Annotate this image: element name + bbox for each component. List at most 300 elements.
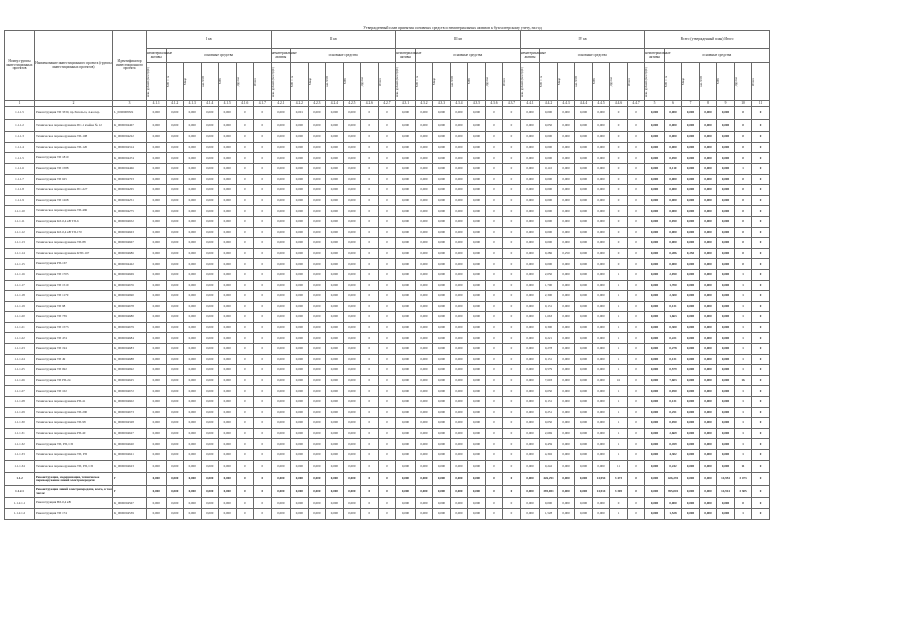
table-row (5, 227, 770, 238)
value-cell: 0,000 (450, 280, 468, 291)
value-cell: 0 (378, 259, 396, 270)
value-cell: 0 (378, 163, 396, 174)
value-cell: 0,000 (343, 418, 361, 429)
value-cell: 0 (254, 460, 272, 473)
project-id: K_0000004703 (113, 174, 147, 185)
value-cell: 0,110 (664, 163, 682, 174)
value-cell: 0,000 (557, 259, 575, 270)
value-cell: 0 (254, 238, 272, 249)
value-cell: 0,000 (699, 280, 717, 291)
value-cell: 0 (503, 248, 521, 259)
value-cell: 0 (752, 142, 770, 153)
table-row (5, 259, 770, 270)
value-cell: 0,000 (433, 397, 451, 408)
value-cell: 0,000 (271, 473, 291, 486)
value-cell: 0,000 (201, 238, 219, 249)
value-cell: 0 (378, 473, 396, 486)
value-cell: 0 (485, 375, 503, 386)
value-cell: 0,000 (699, 354, 717, 365)
value-cell: 0,242 (540, 460, 558, 473)
value-cell: 0,000 (645, 227, 665, 238)
value-cell: 0,000 (184, 269, 202, 280)
value-cell: 0,000 (682, 375, 700, 386)
value-cell: 0,000 (450, 291, 468, 302)
header-group-number: Номер группы инвестиционных проектов (5, 31, 35, 101)
value-cell: 0,000 (592, 418, 610, 429)
value-cell: 0 (485, 365, 503, 376)
value-cell: 0,000 (682, 174, 700, 185)
column-number: 4.3.7 (503, 101, 521, 107)
value-cell: 0 (752, 473, 770, 486)
value-cell: 0 (361, 119, 379, 132)
value-cell: 0 (752, 291, 770, 302)
value-cell: 0 (627, 142, 645, 153)
value-cell: 0,000 (271, 142, 291, 153)
value-cell: 0,000 (645, 301, 665, 312)
value-cell: 0,000 (450, 333, 468, 344)
value-cell: 0,000 (682, 301, 700, 312)
row-number: 1.1.1.17 (5, 280, 35, 291)
value-cell: 0,000 (557, 153, 575, 164)
row-number: 1.1.1.6 (5, 163, 35, 174)
value-cell: 0 (752, 428, 770, 439)
header-sub-0 (520, 63, 540, 101)
value-cell: 0,000 (717, 132, 735, 143)
value-cell: 0 (254, 163, 272, 174)
value-cell: 0,000 (271, 460, 291, 473)
value-cell: 0,000 (291, 119, 309, 132)
value-cell: 0,000 (450, 344, 468, 355)
value-cell: 1 (734, 397, 752, 408)
value-cell: 0,000 (433, 354, 451, 365)
value-cell: 0,000 (682, 185, 700, 196)
value-cell: 0 (485, 259, 503, 270)
project-id: K_0000004667 (113, 238, 147, 249)
value-cell: 1 (610, 439, 628, 450)
value-cell: 0,000 (415, 312, 433, 323)
value-cell: 0,000 (433, 450, 451, 461)
header-sub-label: МВт (716, 78, 721, 85)
value-cell: 0,000 (219, 238, 237, 249)
value-cell: 0 (627, 354, 645, 365)
project-id: K_0000004466 (113, 163, 147, 174)
row-number: 1.1.1.5 (5, 107, 35, 120)
value-cell: 0,000 (184, 375, 202, 386)
value-cell: 0,000 (308, 195, 326, 206)
value-cell: 0,000 (699, 428, 717, 439)
value-cell: 0 (627, 185, 645, 196)
project-id: K_0000004679 (113, 322, 147, 333)
value-cell: 0,000 (645, 216, 665, 227)
value-cell: 0,000 (645, 418, 665, 429)
header-sub-label: МВ×А (290, 75, 295, 88)
table-row (5, 206, 770, 217)
value-cell: 0 (627, 119, 645, 132)
value-cell: 0 (485, 498, 503, 509)
value-cell: 0,000 (682, 153, 700, 164)
value-cell: 0,000 (396, 418, 416, 429)
value-cell: 0 (378, 132, 396, 143)
header-sub-1 (415, 63, 433, 101)
value-cell: 0,000 (271, 132, 291, 143)
value-cell: 0 (752, 174, 770, 185)
value-cell: 0,000 (699, 216, 717, 227)
header-sub-label: Другое (733, 76, 738, 87)
value-cell: 0,000 (450, 185, 468, 196)
header-sub-2 (433, 63, 451, 101)
value-cell: 0 (378, 428, 396, 439)
value-cell: 0 (254, 216, 272, 227)
value-cell: 0,000 (575, 291, 593, 302)
project-name: Реконструкция ТП РП-24 (35, 375, 113, 386)
value-cell: 0,000 (415, 508, 433, 519)
value-cell: 0,000 (645, 460, 665, 473)
value-cell: 0,000 (201, 439, 219, 450)
value-cell: 0,000 (450, 216, 468, 227)
value-cell: 0 (361, 312, 379, 323)
value-cell: 0,000 (645, 407, 665, 418)
value-cell: 0,000 (291, 227, 309, 238)
value-cell: 0,000 (450, 485, 468, 498)
value-cell: 0 (752, 450, 770, 461)
value-cell: 0,000 (291, 206, 309, 217)
value-cell: 0 (254, 291, 272, 302)
value-cell: 0 (254, 132, 272, 143)
value-cell: 0,000 (699, 163, 717, 174)
value-cell: 0,000 (645, 312, 665, 323)
value-cell: 0,000 (308, 460, 326, 473)
value-cell: 0,000 (396, 498, 416, 509)
value-cell: 0 (627, 485, 645, 498)
value-cell: 0,000 (271, 397, 291, 408)
row-number: 1.1.1.27 (5, 386, 35, 397)
value-cell: 0 (503, 418, 521, 429)
value-cell: 0,000 (308, 439, 326, 450)
header-sub-2 (184, 63, 202, 101)
value-cell: 0,000 (575, 354, 593, 365)
value-cell: 0,000 (520, 428, 540, 439)
value-cell: 0,000 (645, 185, 665, 196)
value-cell: 0,000 (396, 119, 416, 132)
value-cell: 14,954 (592, 473, 610, 486)
value-cell: 0,000 (592, 375, 610, 386)
value-cell: 0,000 (557, 280, 575, 291)
value-cell: 0,000 (717, 428, 735, 439)
value-cell: 0,000 (147, 322, 167, 333)
value-cell: 0 (734, 142, 752, 153)
value-cell: 0,000 (433, 248, 451, 259)
value-cell: 0 (378, 301, 396, 312)
value-cell: 0,000 (343, 238, 361, 249)
value-cell: 0,000 (717, 227, 735, 238)
value-cell: 0 (378, 365, 396, 376)
value-cell: 0,000 (575, 227, 593, 238)
value-cell: 0,000 (682, 322, 700, 333)
value-cell: 0,000 (166, 344, 184, 355)
value-cell: 0,000 (343, 174, 361, 185)
value-cell: 0,300 (664, 322, 682, 333)
value-cell: 0,000 (291, 333, 309, 344)
value-cell: 0,000 (682, 460, 700, 473)
header-intangible: нематериальные активы (396, 49, 416, 63)
value-cell: 0 (485, 142, 503, 153)
value-cell: 0,000 (717, 418, 735, 429)
value-cell: 0,000 (682, 473, 700, 486)
value-cell: 0,000 (308, 498, 326, 509)
value-cell: 0,000 (147, 142, 167, 153)
value-cell: 0,000 (396, 248, 416, 259)
header-sub-label: Итого (377, 77, 382, 86)
project-name: Реконструкция КЛ-0,4 кВ ТП-170 (35, 227, 113, 238)
table-row (5, 386, 770, 397)
value-cell: 0,000 (147, 508, 167, 519)
value-cell: 0,000 (540, 206, 558, 217)
value-cell: 0,000 (184, 386, 202, 397)
table-row (5, 460, 770, 473)
value-cell: 0 (627, 206, 645, 217)
value-cell: 0,000 (575, 322, 593, 333)
row-number: 1.1.1.5 (5, 153, 35, 164)
value-cell: 0,000 (645, 195, 665, 206)
value-cell: 0 (503, 498, 521, 509)
value-cell: 0 (752, 119, 770, 132)
value-cell: 0 (361, 107, 379, 120)
value-cell: 0,000 (520, 354, 540, 365)
table-row (5, 322, 770, 333)
value-cell: 0,000 (415, 397, 433, 408)
value-cell: 1 (734, 322, 752, 333)
value-cell: 0,000 (291, 428, 309, 439)
value-cell: 0,000 (557, 333, 575, 344)
value-cell: 0,000 (575, 439, 593, 450)
value-cell: 0,000 (415, 132, 433, 143)
value-cell: 0,000 (166, 280, 184, 291)
value-cell: 0,000 (717, 439, 735, 450)
value-cell: 0,000 (557, 206, 575, 217)
value-cell: 0,300 (540, 322, 558, 333)
value-cell: 0,000 (326, 460, 344, 473)
value-cell: 0 (378, 248, 396, 259)
header-sub-label: Итого (751, 77, 756, 86)
value-cell: 0,000 (219, 508, 237, 519)
value-cell: 0,000 (520, 206, 540, 217)
value-cell: 0 (236, 418, 254, 429)
value-cell: 0,000 (450, 354, 468, 365)
value-cell: 0,000 (219, 473, 237, 486)
project-id: K_0000004467 (113, 119, 147, 132)
value-cell: 0,000 (201, 280, 219, 291)
value-cell: 0,000 (717, 206, 735, 217)
value-cell: 0 (734, 216, 752, 227)
value-cell: 0,000 (557, 107, 575, 120)
value-cell: 0,000 (468, 132, 486, 143)
value-cell: 0,000 (717, 365, 735, 376)
value-cell: 0,000 (664, 195, 682, 206)
value-cell: 0,000 (717, 142, 735, 153)
value-cell: 0 (378, 142, 396, 153)
value-cell: 0,000 (699, 248, 717, 259)
value-cell: 0,000 (201, 508, 219, 519)
project-id: K_0000004265 (113, 185, 147, 196)
value-cell: 0,000 (201, 301, 219, 312)
value-cell: 0,050 (664, 216, 682, 227)
value-cell: 0,000 (201, 153, 219, 164)
value-cell: 0 (610, 174, 628, 185)
value-cell: 0,000 (308, 163, 326, 174)
value-cell: 0,000 (682, 216, 700, 227)
value-cell: 1 (610, 322, 628, 333)
value-cell: 0,000 (557, 508, 575, 519)
table-row (5, 418, 770, 429)
value-cell: 0 (485, 291, 503, 302)
value-cell: 1 (734, 450, 752, 461)
value-cell: 0 (236, 375, 254, 386)
value-cell: 0,000 (699, 450, 717, 461)
value-cell: 0 (503, 322, 521, 333)
header-intangible: нематериальные активы (147, 49, 167, 63)
header-sub-4 (717, 63, 735, 101)
project-id: L_0000008XX (113, 107, 147, 120)
value-cell: 0 (236, 312, 254, 323)
value-cell: 0 (254, 142, 272, 153)
value-cell: 0 (627, 312, 645, 323)
value-cell: 0,000 (415, 354, 433, 365)
value-cell: 0,000 (717, 259, 735, 270)
value-cell: 0,000 (468, 386, 486, 397)
value-cell: 0 (361, 153, 379, 164)
project-id: K_0000004688 (113, 354, 147, 365)
project-name: Реконструкция КЛ-0,4 кВ ТП-6 (35, 216, 113, 227)
value-cell: 0,000 (468, 375, 486, 386)
value-cell: 0,000 (219, 259, 237, 270)
value-cell: 0,000 (201, 163, 219, 174)
value-cell: 0 (236, 206, 254, 217)
row-number: 1.1.1.11 (5, 216, 35, 227)
header-sub-label: км ЛЭП (698, 76, 703, 87)
value-cell: 0,000 (166, 259, 184, 270)
value-cell: 0,000 (592, 248, 610, 259)
value-cell: 0,000 (415, 365, 433, 376)
value-cell: 0 (734, 185, 752, 196)
value-cell: 0,000 (645, 163, 665, 174)
header-sub-4 (219, 63, 237, 101)
value-cell: 0,000 (575, 386, 593, 397)
value-cell: 0,000 (184, 508, 202, 519)
value-cell: 0 (378, 460, 396, 473)
value-cell: 0,000 (343, 322, 361, 333)
value-cell: 0 (485, 174, 503, 185)
value-cell: 1 (734, 312, 752, 323)
value-cell: 0 (254, 195, 272, 206)
value-cell: 0 (610, 238, 628, 249)
value-cell: 0,000 (575, 195, 593, 206)
value-cell: 0,000 (326, 498, 344, 509)
value-cell: 0,000 (645, 344, 665, 355)
value-cell: 0,000 (147, 473, 167, 486)
value-cell: 0,000 (308, 428, 326, 439)
header-sub-label: млн. рублей (без НДС) (519, 66, 524, 97)
value-cell: 0 (627, 248, 645, 259)
value-cell: 0 (503, 227, 521, 238)
table-row (5, 269, 770, 280)
value-cell: 1 (610, 397, 628, 408)
value-cell: 0,000 (201, 185, 219, 196)
table-row (5, 312, 770, 323)
project-id: K_0000004275 (113, 206, 147, 217)
value-cell: 0,000 (433, 508, 451, 519)
value-cell: 0 (485, 206, 503, 217)
value-cell: 0,000 (575, 174, 593, 185)
value-cell: 0,000 (557, 291, 575, 302)
value-cell: 0,000 (540, 153, 558, 164)
value-cell: 0,000 (717, 163, 735, 174)
subtotal-row (5, 473, 770, 486)
value-cell: 0 (236, 397, 254, 408)
value-cell: 0,000 (717, 119, 735, 132)
value-cell: 0,000 (184, 418, 202, 429)
value-cell: 0,000 (219, 460, 237, 473)
value-cell: 2,050 (540, 269, 558, 280)
value-cell: 0 (627, 375, 645, 386)
row-number: 1.1.1.24 (5, 354, 35, 365)
value-cell: 0,000 (575, 132, 593, 143)
value-cell: 1,700 (540, 280, 558, 291)
column-number: 10 (734, 101, 752, 107)
value-cell: 0 (485, 460, 503, 473)
value-cell: 0,000 (557, 485, 575, 498)
value-cell: 0,000 (201, 344, 219, 355)
value-cell: 0,000 (592, 460, 610, 473)
value-cell: 0,000 (271, 333, 291, 344)
project-name: Реконструкция ТП 1705 (35, 269, 113, 280)
header-sub-6 (378, 63, 396, 101)
value-cell: 0 (627, 174, 645, 185)
value-cell: 0,000 (468, 460, 486, 473)
value-cell: 0,000 (415, 386, 433, 397)
header-sub-5 (361, 63, 379, 101)
row-number: 1.1.1.25 (5, 365, 35, 376)
value-cell: 0,000 (682, 238, 700, 249)
value-cell: 0 (361, 322, 379, 333)
value-cell: 0 (752, 195, 770, 206)
value-cell: 0,000 (271, 248, 291, 259)
project-id: K_0000004474 (113, 153, 147, 164)
column-number: 4.3.6 (485, 101, 503, 107)
value-cell: 0,000 (308, 312, 326, 323)
project-name: Реконструкция ТП 625 (35, 174, 113, 185)
value-cell: 0,000 (343, 473, 361, 486)
value-cell: 0 (236, 119, 254, 132)
table-row (5, 344, 770, 355)
value-cell: 0,278 (664, 344, 682, 355)
value-cell: 0,000 (343, 397, 361, 408)
value-cell: 0,579 (664, 365, 682, 376)
value-cell: 0,000 (682, 312, 700, 323)
value-cell: 0,000 (308, 174, 326, 185)
value-cell: 0,000 (699, 508, 717, 519)
value-cell: 0,000 (147, 397, 167, 408)
value-cell: 0,278 (540, 344, 558, 355)
value-cell: 0 (485, 322, 503, 333)
value-cell: 0,000 (699, 238, 717, 249)
value-cell: 0 (627, 333, 645, 344)
column-number: 4.1.5 (219, 101, 237, 107)
value-cell: 426,291 (540, 473, 558, 486)
value-cell: 0,000 (557, 407, 575, 418)
value-cell: 1 (734, 439, 752, 450)
value-cell: 1 (610, 386, 628, 397)
header-sub-label: км ЛЭП (325, 76, 330, 87)
